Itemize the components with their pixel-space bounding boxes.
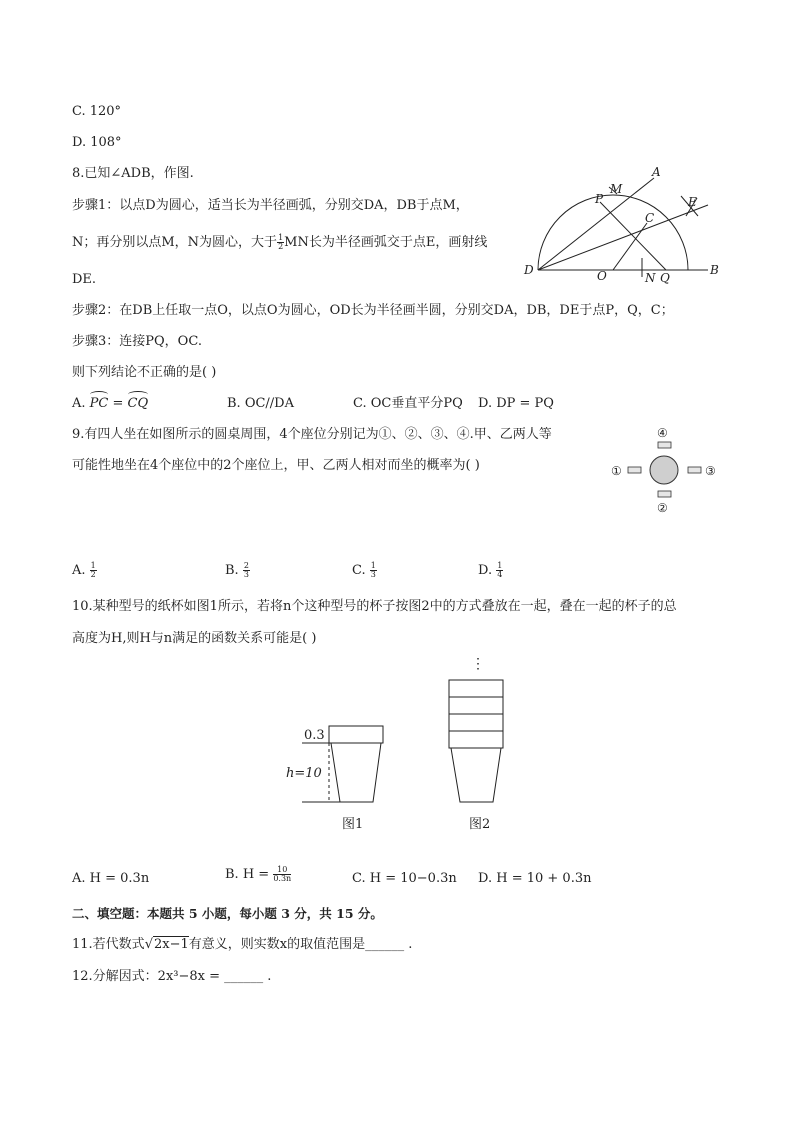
- q11-radicand: 2x−1: [153, 937, 189, 952]
- q8-step3: 步骤3：连接PQ，OC.: [72, 334, 202, 349]
- label-e: E: [688, 195, 697, 209]
- q10-stem-line1: 10.某种型号的纸杯如图1所示，若将n个这种型号的杯子按图2中的方式叠放在一起，叠在一起的杯子的总: [72, 599, 677, 614]
- q8-option-d: D. DP = PQ: [478, 396, 554, 411]
- fig2-rim-3: [449, 714, 503, 731]
- label-b: B: [710, 263, 719, 277]
- label-o: O: [597, 269, 607, 283]
- label-q: Q: [660, 271, 670, 285]
- q8-step1-line3: DE.: [72, 272, 97, 287]
- fig1-cup-body: [331, 743, 381, 802]
- label-d: D: [524, 263, 534, 277]
- fig1-h-label: h=10: [286, 766, 322, 781]
- q10-option-b-fraction: $\frac{10}{0.3n}$: [273, 865, 292, 883]
- q8-half-fraction: $\frac{1}{2}$: [278, 233, 284, 251]
- fig1-caption: 图1: [342, 817, 364, 832]
- q9-stem-line2: 可能性地坐在4个座位中的2个座位上，甲、乙两人相对而坐的概率为( ): [72, 458, 480, 473]
- q8-question: 则下列结论不正确的是( ): [72, 365, 217, 380]
- q7-option-c: C. 120°: [72, 104, 122, 119]
- arc-pc: PC: [89, 396, 109, 411]
- fig2-rim-2: [449, 697, 503, 714]
- q11: 11.若代数式√2x−1有意义，则实数x的取值范围是______ .: [72, 937, 413, 952]
- seat-3-label: ③: [705, 464, 716, 478]
- q9-option-b: B. $\frac{2}{3}$: [225, 561, 249, 579]
- seat-4-chair: [658, 442, 671, 448]
- seat-1-label: ①: [611, 464, 622, 478]
- seat-1-chair: [628, 467, 641, 473]
- label-c: C: [645, 211, 655, 225]
- fig2-rim-1: [449, 680, 503, 697]
- fig1-top-label: 0.3: [304, 728, 325, 743]
- q10-option-c: C. H = 10−0.3n: [352, 871, 457, 886]
- q8-step1-line2: [72, 234, 487, 252]
- seat-2-chair: [658, 491, 671, 497]
- q7-option-d: D. 108°: [72, 135, 122, 150]
- fig2-rim-4: [449, 731, 503, 748]
- q12: 12.分解因式：2x³−8x = ______ .: [72, 969, 272, 984]
- q8-step2: 步骤2：在DB上任取一点O，以点O为圆心，OD长为半径画半圆，分别交DA，DB，DE于点P，Q，C；: [72, 303, 674, 318]
- q8-step1-line1: 步骤1：以点D为圆心，适当长为半径画弧，分别交DA，DB于点M，: [72, 198, 469, 213]
- q9-option-d: D. $\frac{1}{4}$: [478, 561, 503, 579]
- seat-2-label: ②: [657, 501, 668, 515]
- round-table: [650, 456, 678, 484]
- q8-option-a: A. PC = CQ: [72, 396, 149, 411]
- q10-option-b: B. H = $\frac{10}{0.3n}$: [225, 865, 292, 883]
- seat-3-chair: [688, 467, 701, 473]
- q9-option-b-fraction: $\frac{2}{3}$: [243, 561, 249, 579]
- ray-de: [538, 205, 708, 270]
- label-n: N: [645, 271, 656, 285]
- q9-option-a: A. $\frac{1}{2}$: [72, 561, 96, 579]
- fig1-cup-rim: [329, 726, 383, 743]
- q9-round-table-figure: [608, 424, 728, 516]
- label-m: M: [610, 182, 623, 196]
- q9-stem-line1: 9.有四人坐在如图所示的圆桌周围，4个座位分别记为①、②、③、④.甲、乙两人等: [72, 427, 552, 442]
- q9-option-c-fraction: $\frac{1}{3}$: [370, 561, 376, 579]
- q10-option-a: A. H = 0.3n: [72, 871, 150, 886]
- fig2-dots: ⋮: [471, 656, 485, 672]
- q8-stem: 8.已知∠ADB，作图.: [72, 166, 194, 181]
- label-a: A: [652, 165, 661, 179]
- q8-option-b: B. OC//DA: [227, 396, 294, 411]
- q10-cup-figure: [282, 650, 532, 840]
- segment-pq: [600, 202, 666, 270]
- q8-step1-line2-pre: N；再分别以点M，N为圆心，大于: [72, 235, 278, 250]
- q10-stem-line2: 高度为H,则H与n满足的函数关系可能是( ): [72, 631, 317, 646]
- section-2-heading: 二、填空题：本题共 5 小题，每小题 3 分，共 15 分。: [72, 906, 383, 921]
- q8-option-c: C. OC垂直平分PQ: [353, 396, 463, 411]
- q9-option-c: C. $\frac{1}{3}$: [352, 561, 376, 579]
- q8-step1-line2-post: MN长为半径画弧交于点E，画射线: [284, 235, 488, 250]
- q9-option-d-fraction: $\frac{1}{4}$: [497, 561, 503, 579]
- label-p: P: [595, 192, 604, 206]
- fig2-caption: 图2: [469, 817, 491, 832]
- arc-cq: CQ: [127, 396, 149, 411]
- seat-4-label: ④: [657, 426, 668, 440]
- semicircle: [538, 195, 688, 270]
- q9-option-a-fraction: $\frac{1}{2}$: [90, 561, 96, 579]
- fig2-cup-body: [451, 748, 501, 802]
- q8-geometry-figure: [518, 160, 728, 285]
- q10-option-d: D. H = 10 + 0.3n: [478, 871, 592, 886]
